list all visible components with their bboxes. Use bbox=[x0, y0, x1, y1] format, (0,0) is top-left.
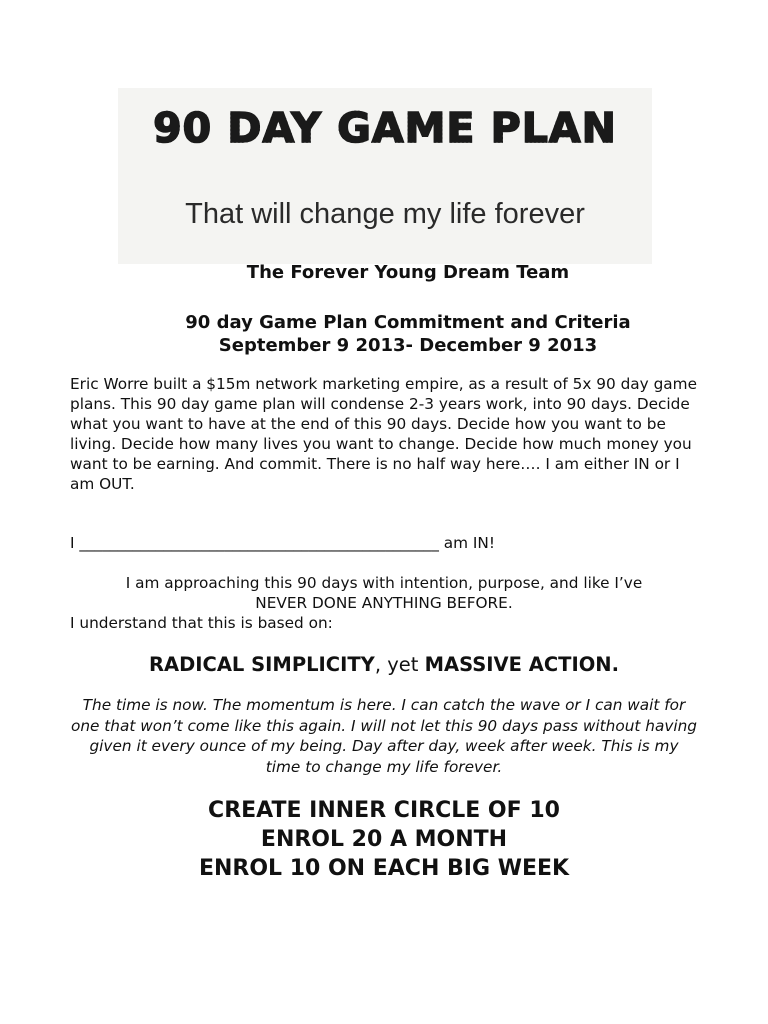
pledge-line bbox=[70, 533, 698, 553]
banner-subtitle: That will change my life forever bbox=[185, 198, 585, 230]
goal-item: CREATE INNER CIRCLE OF 10 bbox=[208, 798, 560, 823]
pledge-suffix: am IN! bbox=[438, 534, 495, 552]
massive-action: MASSIVE ACTION. bbox=[424, 653, 620, 676]
commitment-title bbox=[108, 311, 708, 357]
banner-title-text: 90 DAY GAME PLAN bbox=[153, 104, 617, 152]
pledge-prefix: I bbox=[70, 534, 80, 552]
commitment-date-range: September 9 2013- December 9 2013 bbox=[218, 335, 598, 356]
approach-line1: I am approaching this 90 days with intention, purpose, and like I’ve bbox=[125, 574, 643, 592]
intro-paragraph: Eric Worre built a $15m network marketing empire, as a result of 5x 90 day game plans. This 90 day game plan will condense 2-3 years work, into 90 days. Decide what you want to have at the end of this 90 days. Decide how you want to be living. Decide how many lives you want to change. Decide how much money you want to be earning. And commit. There is no half way here…. I am either IN or I am OUT. bbox=[70, 375, 697, 493]
header-banner bbox=[118, 88, 652, 264]
understand-statement: I understand that this is based on: bbox=[70, 614, 333, 632]
radical-connector: , yet bbox=[374, 653, 425, 676]
radical-statement bbox=[70, 652, 698, 678]
team-name: The Forever Young Dream Team bbox=[246, 262, 570, 283]
goal-item: ENROL 10 ON EACH BIG WEEK bbox=[198, 856, 570, 881]
approach-line2: NEVER DONE ANYTHING BEFORE. bbox=[255, 594, 513, 612]
banner-title bbox=[118, 104, 652, 152]
commitment-title-line1: 90 day Game Plan Commitment and Criteria bbox=[185, 312, 631, 333]
motivational-quote: The time is now. The momentum is here. I can catch the wave or I can wait for one that won’t come like this again. I will not let this 90 days pass without having given it every ounce of my being. Day after day, week after week. This is my time to change my life forever. bbox=[70, 696, 698, 776]
approach-statement bbox=[70, 573, 698, 613]
pledge-name-blank[interactable]: _______________________________________________ bbox=[79, 534, 439, 552]
goal-item: ENROL 20 A MONTH bbox=[260, 827, 508, 852]
radical-simplicity: RADICAL SIMPLICITY bbox=[148, 653, 375, 676]
goals-list bbox=[70, 796, 698, 883]
